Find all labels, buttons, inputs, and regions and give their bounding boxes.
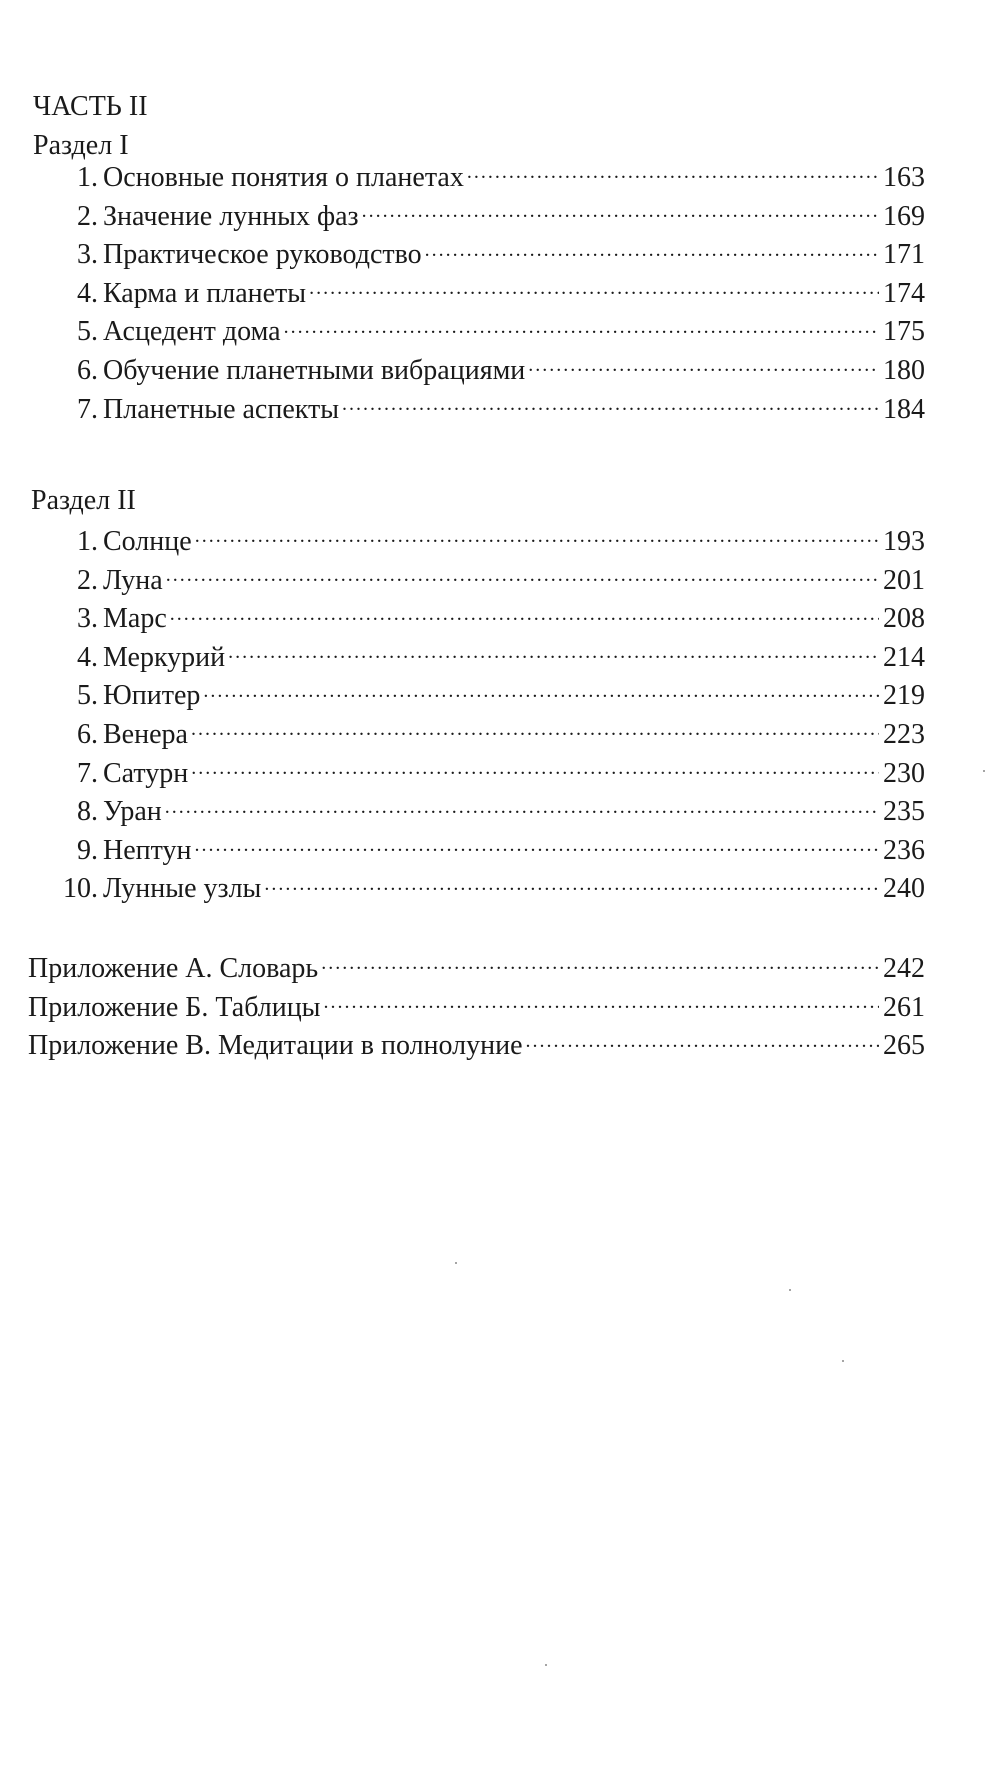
- toc-entry-page: 163: [883, 162, 925, 193]
- toc-entry[interactable]: [55, 792, 925, 831]
- toc-entry-title: Планетные аспекты: [103, 393, 340, 425]
- toc-entry-page: 174: [883, 277, 925, 309]
- dot-leader: [264, 869, 879, 897]
- dot-leader: [362, 197, 879, 225]
- toc-entry[interactable]: [55, 312, 925, 351]
- toc-entry-title: Венера: [103, 718, 188, 750]
- dot-leader: [284, 312, 879, 340]
- toc-entry[interactable]: [55, 390, 925, 429]
- appendix-page: 242: [883, 953, 925, 984]
- toc-entry-title: Значение лунных фаз: [103, 200, 359, 232]
- dot-leader: [191, 715, 879, 743]
- toc-entry-title: Асцедент дома: [103, 316, 281, 348]
- toc-entry-page: 235: [883, 796, 925, 828]
- toc-entry-page: 171: [883, 239, 925, 271]
- toc-entry[interactable]: [55, 235, 925, 274]
- toc-entry[interactable]: [55, 599, 925, 638]
- appendix-entry[interactable]: [28, 988, 925, 1027]
- toc-entry-number: 6.: [77, 354, 98, 386]
- toc-entry-page: 201: [883, 564, 925, 596]
- toc-entry-page: 240: [883, 873, 925, 905]
- toc-entry-number: 1.: [77, 162, 98, 193]
- section-1-title: Раздел I: [33, 130, 129, 161]
- dot-leader: [166, 561, 879, 589]
- toc-entry-number: 2.: [77, 564, 98, 596]
- dot-leader: [425, 235, 879, 263]
- dot-leader: [195, 522, 879, 550]
- appendix-title: Приложение В. Медитации в полнолуние: [28, 1030, 523, 1062]
- toc-entry-number: 4.: [77, 277, 98, 309]
- dot-leader: [528, 351, 879, 379]
- dot-leader: [194, 831, 879, 859]
- appendix-title: Приложение Б. Таблицы: [28, 991, 321, 1023]
- toc-entry-number: 2.: [77, 200, 98, 232]
- toc-entry-number: 8.: [77, 796, 98, 828]
- dot-leader: [526, 1026, 879, 1054]
- toc-entry-title: Марс: [103, 603, 167, 635]
- toc-entry[interactable]: [55, 754, 925, 793]
- toc-entry[interactable]: [55, 197, 925, 236]
- toc-entry-title: Основные понятия о планетах: [103, 162, 464, 193]
- part-title: ЧАСТЬ II: [33, 91, 148, 122]
- scan-speck: [455, 1262, 457, 1264]
- toc-entry-number: 6.: [77, 718, 98, 750]
- scan-speck: [983, 770, 985, 772]
- toc-entry[interactable]: [55, 715, 925, 754]
- toc-entry-title: Меркурий: [103, 641, 226, 673]
- dot-leader: [191, 754, 879, 782]
- appendices-toc: [28, 949, 925, 1065]
- toc-entry-title: Нептун: [103, 834, 192, 866]
- dot-leader: [203, 676, 879, 704]
- toc-entry-number: 3.: [77, 603, 98, 635]
- toc-entry-title: Уран: [103, 796, 162, 828]
- toc-entry-number: 7.: [77, 393, 98, 425]
- appendix-entry[interactable]: [28, 1026, 925, 1065]
- dot-leader: [170, 599, 879, 627]
- toc-entry-page: 180: [883, 354, 925, 386]
- toc-entry-title: Солнце: [103, 526, 192, 557]
- toc-entry[interactable]: [55, 638, 925, 677]
- toc-entry-title: Лунные узлы: [103, 873, 262, 905]
- toc-entry[interactable]: [55, 522, 925, 561]
- toc-entry-number: 5.: [77, 316, 98, 348]
- dot-leader: [321, 949, 879, 977]
- toc-entry[interactable]: [55, 158, 925, 197]
- toc-entry-title: Луна: [103, 564, 163, 596]
- appendix-page: 265: [883, 1030, 925, 1062]
- toc-entry-title: Обучение планетными вибрациями: [103, 354, 526, 386]
- toc-entry[interactable]: [55, 676, 925, 715]
- toc-entry-page: 169: [883, 200, 925, 232]
- toc-entry-title: Сатурн: [103, 757, 189, 789]
- toc-entry-page: 223: [883, 718, 925, 750]
- dot-leader: [228, 638, 879, 666]
- toc-entry-title: Практическое руководство: [103, 239, 422, 271]
- section-1-toc: [55, 158, 925, 428]
- toc-entry-number: 7.: [77, 757, 98, 789]
- toc-entry-number: 3.: [77, 239, 98, 271]
- toc-entry-number: 10.: [63, 873, 98, 905]
- section-2-title: Раздел II: [31, 485, 136, 516]
- dot-leader: [324, 988, 880, 1016]
- toc-entry-page: 208: [883, 603, 925, 635]
- toc-entry-page: 230: [883, 757, 925, 789]
- toc-entry-page: 184: [883, 393, 925, 425]
- toc-entry-number: 4.: [77, 641, 98, 673]
- appendix-title: Приложение А. Словарь: [28, 953, 319, 984]
- toc-entry-title: Карма и планеты: [103, 277, 307, 309]
- dot-leader: [342, 390, 879, 418]
- dot-leader: [165, 792, 879, 820]
- toc-entry-number: 5.: [77, 680, 98, 712]
- toc-entry[interactable]: [55, 831, 925, 870]
- dot-leader: [467, 158, 879, 186]
- toc-entry-page: 219: [883, 680, 925, 712]
- scan-speck: [842, 1360, 844, 1362]
- appendix-page: 261: [883, 991, 925, 1023]
- section-2-toc: [55, 522, 925, 908]
- toc-entry-title: Юпитер: [103, 680, 201, 712]
- toc-entry[interactable]: [55, 561, 925, 600]
- toc-entry-number: 1.: [77, 526, 98, 557]
- toc-entry-number: 9.: [77, 834, 98, 866]
- toc-entry-page: 236: [883, 834, 925, 866]
- toc-entry[interactable]: [55, 351, 925, 390]
- toc-entry-page: 214: [883, 641, 925, 673]
- toc-entry-page: 193: [883, 526, 925, 557]
- scan-speck: [545, 1664, 547, 1666]
- scan-speck: [789, 1289, 791, 1291]
- appendix-entry[interactable]: [28, 949, 925, 988]
- toc-entry-page: 175: [883, 316, 925, 348]
- dot-leader: [309, 274, 879, 302]
- toc-entry[interactable]: [55, 869, 925, 908]
- toc-entry[interactable]: [55, 274, 925, 313]
